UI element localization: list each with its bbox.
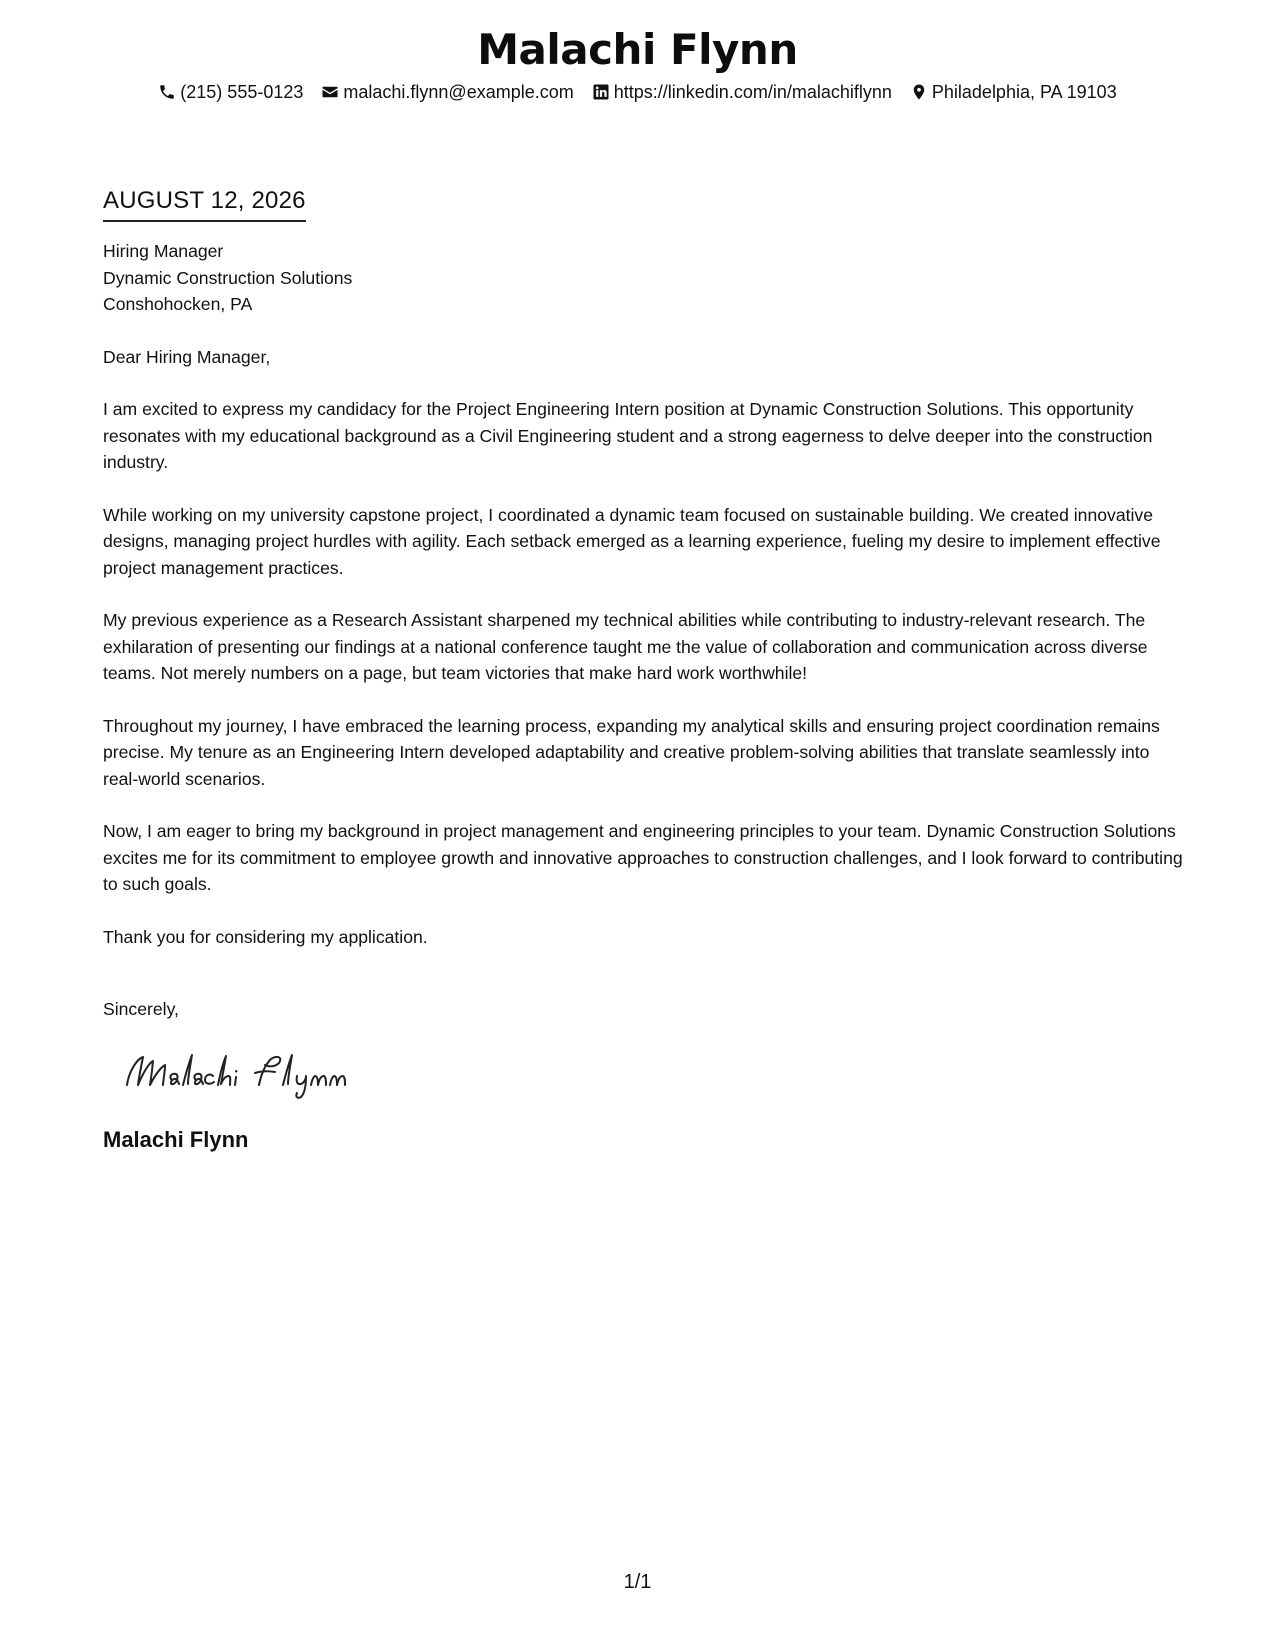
recipient-company: Dynamic Construction Solutions bbox=[103, 267, 353, 288]
contact-bar bbox=[0, 78, 1275, 106]
body-paragraph: Throughout my journey, I have embraced the learning process, expanding my analytical skills and ensuring project coordination remains precise. My tenure as an Engineering Intern developed adaptability and creative problem-solving abilities that translate seamlessly into real-world scenarios. bbox=[103, 715, 1160, 789]
map-pin-icon bbox=[910, 83, 928, 101]
letter-body bbox=[103, 186, 1183, 1155]
applicant-name: Malachi Flynn bbox=[477, 25, 798, 74]
recipient-title: Hiring Manager bbox=[103, 241, 224, 261]
closing: Sincerely, bbox=[103, 999, 179, 1019]
contact-email[interactable] bbox=[321, 78, 573, 106]
contact-linkedin[interactable] bbox=[592, 78, 892, 106]
recipient-location: Conshohocken, PA bbox=[103, 294, 253, 314]
body-paragraph: Now, I am eager to bring my background in project management and engineering principles to your team. Dynamic Construction Solutions excites me for its commitment to employee growth and innovative approaches to construction challenges, and I look forward to contributing to such goals. bbox=[103, 821, 1183, 894]
signer-name: Malachi Flynn bbox=[103, 1126, 249, 1152]
linkedin-text[interactable]: https://linkedin.com/in/malachiflynn bbox=[613, 82, 892, 102]
recipient-block bbox=[103, 238, 1183, 318]
date-block bbox=[103, 186, 306, 222]
phone-text: (215) 555-0123 bbox=[180, 82, 304, 102]
contact-location bbox=[910, 78, 1117, 106]
page-number: 1/1 bbox=[623, 1571, 652, 1593]
body-paragraph: My previous experience as a Research Assistant sharpened my technical abilities while contributing to industry-relevant research. The exhilaration of presenting our findings at a national conference taught me the value of collaboration and communication across diverse teams. Not merely numbers on a page, but team victories that make hard work worthwhile! bbox=[103, 610, 1148, 683]
letter-date: AUGUST 12, 2026 bbox=[103, 187, 306, 214]
salutation: Dear Hiring Manager, bbox=[103, 346, 271, 367]
body-paragraph: While working on my university capstone project, I coordinated a dynamic team focused on sustainable building. We created innovative designs, managing project hurdles with agility. Each setback emerged as a learning experience, fueling my desire to implement effective project management practices. bbox=[103, 504, 1161, 578]
contact-phone bbox=[158, 78, 303, 106]
linkedin-icon bbox=[592, 83, 610, 101]
handwritten-signature bbox=[119, 1043, 349, 1103]
location-text: Philadelphia, PA 19103 bbox=[931, 82, 1117, 102]
email-text[interactable]: malachi.flynn@example.com bbox=[343, 82, 574, 102]
thank-you-line: Thank you for considering my application. bbox=[103, 926, 428, 947]
phone-icon bbox=[158, 83, 176, 101]
envelope-icon bbox=[321, 83, 339, 101]
body-paragraph: I am excited to express my candidacy for the Project Engineering Intern position at Dynamic Construction Solutions. This opportunity resonates with my educational background as a Civil Engineering student and a strong eagerness to delve deeper into the construction industry. bbox=[103, 399, 1153, 472]
